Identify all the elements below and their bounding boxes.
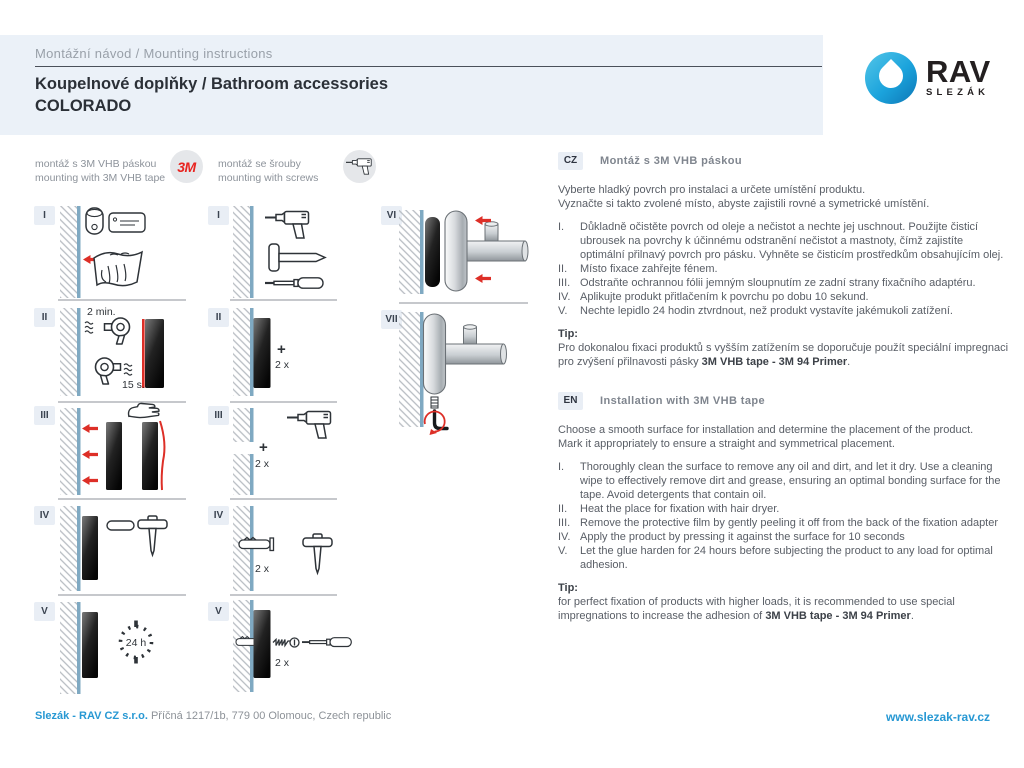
tip-label: Tip:	[558, 328, 578, 340]
item-numeral: V.	[558, 545, 568, 557]
water-drop-icon	[865, 52, 917, 104]
step-numeral-badge: V	[34, 602, 55, 621]
instruction-item	[558, 544, 1010, 572]
drill-icon	[265, 212, 309, 239]
red-arrow-icon	[82, 476, 98, 485]
item-text: Let the glue harden for 24 hours before subjecting the product to any load for optimal adhesion.	[580, 545, 993, 571]
method-screws-label-en: mounting with screws	[218, 171, 319, 184]
en-intro	[558, 423, 1010, 451]
tip-label: Tip:	[558, 582, 578, 594]
brand-logo	[865, 52, 991, 104]
step-numeral-badge: V	[208, 602, 229, 621]
plus-label: +	[277, 341, 286, 358]
product-hook	[424, 314, 507, 394]
fixation-adapter	[425, 217, 440, 287]
drill-icon	[287, 412, 331, 439]
item-text: Odstraňte ochrannou fólii jemným sloupnutím ze zadní strany fixačního adaptéru.	[580, 277, 976, 289]
screw-icon	[273, 638, 299, 647]
press-time-label: 15 s.	[122, 379, 145, 391]
heat-waves-icon	[85, 322, 93, 333]
item-text: Apply the product by pressing it against the surface for 10 seconds	[580, 531, 905, 543]
item-numeral: III.	[558, 517, 571, 529]
item-numeral: I.	[558, 221, 565, 233]
en-step-list	[558, 460, 1010, 572]
cz-intro	[558, 183, 1010, 211]
step-numeral-badge: VII	[381, 310, 402, 329]
doc-title-line2: COLORADO	[35, 97, 132, 115]
wall-hatch	[60, 206, 81, 298]
instruction-item	[558, 276, 1010, 290]
footer-address-line	[35, 710, 391, 722]
cz-tip	[558, 327, 1010, 369]
item-text: Remove the protective film by gently peeling it off from the back of the fixation adapter	[580, 517, 999, 529]
cz-badge: CZ	[558, 152, 583, 170]
en-badge: EN	[558, 392, 583, 410]
screws-steps-illustration	[203, 200, 358, 700]
doc-subtitle: Montážní návod / Mounting instructions	[35, 46, 273, 61]
item-numeral: IV.	[558, 291, 571, 303]
en-tip	[558, 581, 1010, 623]
hammer-icon	[303, 534, 332, 573]
item-numeral: II.	[558, 263, 568, 275]
3m-badge	[170, 150, 203, 183]
en-intro-line1: Choose a smooth surface for installation and determine the placement of the product.	[558, 424, 974, 436]
step-numeral-badge: IV	[208, 506, 229, 525]
brand-subname: SLEZÁK	[926, 87, 990, 98]
product-profile-icon	[138, 516, 167, 555]
doc-title-line1: Koupelnové doplňky / Bathroom accessories	[35, 75, 389, 93]
wall-hatch	[233, 308, 254, 396]
step-numeral-badge: III	[34, 406, 55, 425]
en-intro-line2: Mark it appropriately to ensure a straight and symmetrical placement.	[558, 438, 895, 450]
step-numeral-badge: II	[34, 308, 55, 327]
instruction-item	[558, 502, 1010, 516]
wall-hatch	[60, 602, 81, 694]
instructions-en	[558, 392, 1010, 623]
heat-time-label: 2 min.	[87, 306, 116, 318]
cz-heading: Montáž s 3M VHB páskou	[600, 155, 743, 167]
step-numeral-badge: I	[34, 206, 55, 225]
method-screws-label	[218, 158, 318, 185]
wall-hatch	[233, 600, 254, 692]
adhesive-strip	[142, 422, 158, 490]
cz-header	[558, 152, 1010, 170]
wall-plug-icon	[239, 538, 274, 551]
method-tape-label	[35, 158, 165, 185]
item-text: Aplikujte produkt přitlačením k povrchu po dobu 10 sekund.	[580, 291, 869, 303]
instruction-item	[558, 304, 1010, 318]
subtitle-rule	[35, 66, 822, 67]
step-numeral-badge: III	[208, 406, 229, 425]
adhesive-strip	[145, 319, 164, 388]
item-text: Heat the place for fixation with hair dryer.	[580, 503, 780, 515]
item-numeral: V.	[558, 305, 568, 317]
instruction-item	[558, 516, 1010, 530]
red-arrow-icon	[82, 450, 98, 459]
fixation-adapter	[254, 610, 271, 678]
protective-film	[142, 319, 145, 388]
method-screws-label-cs: montáž se šrouby	[218, 158, 301, 170]
tip-text-brand: 3M VHB tape - 3M 94 Primer	[701, 356, 848, 368]
method-tape-label-en: mounting with 3M VHB tape	[35, 171, 166, 184]
item-text: Místo fixace zahřejte fénem.	[580, 263, 718, 275]
instruction-item	[558, 262, 1010, 276]
hairdryer-icon	[96, 358, 121, 384]
cz-step-list	[558, 220, 1010, 318]
plus-label: +	[259, 439, 268, 456]
tip-text	[558, 595, 1010, 623]
instructions-cz	[558, 152, 1010, 369]
qty-label: 2 x	[255, 563, 270, 575]
instruction-item	[558, 460, 1010, 502]
screwdriver-icon	[302, 638, 351, 647]
adhesive-strip	[82, 612, 98, 678]
instruction-item	[558, 220, 1010, 262]
brand-name: RAV	[926, 54, 991, 89]
item-text: Nechte lepidlo 24 hodin ztvrdnout, než produkt vystavíte jakémukoli zatížení.	[580, 305, 953, 317]
instruction-item	[558, 530, 1010, 544]
step-numeral-badge: II	[208, 308, 229, 327]
wall-hatch	[399, 210, 424, 294]
tip-text	[558, 341, 1010, 369]
peel-hand-icon	[129, 403, 159, 417]
drill-icon	[343, 150, 376, 183]
doc-title	[35, 73, 388, 117]
wipe-cloth-icon	[94, 252, 142, 286]
fixation-adapter	[254, 318, 271, 388]
wall-hatch	[60, 308, 81, 396]
item-text: Důkladně očistěte povrch od oleje a nečistot a nechte jej uschnout. Použijte čisticí ubrousek na povrchy k účinnému odstranění nečistot a mastnoty, čímž zajistíte optimální přilnavý povrch pro pásku. Vyhněte se čisticím prostředkům obsahujícím olej.	[580, 221, 1004, 261]
en-header	[558, 392, 1010, 410]
cleaning-wipes-icon	[86, 208, 145, 234]
qty-label: 2 x	[275, 359, 290, 371]
step-numeral-badge: I	[208, 206, 229, 225]
item-numeral: II.	[558, 503, 568, 515]
assembly-steps-illustration	[378, 200, 548, 700]
step-numeral-badge: IV	[34, 506, 55, 525]
hairdryer-icon	[105, 318, 130, 344]
hammer-icon	[269, 244, 325, 271]
tape-steps-illustration	[30, 200, 190, 700]
heat-waves-icon	[124, 364, 132, 375]
item-numeral: I.	[558, 461, 565, 473]
tip-text-brand: 3M VHB tape - 3M 94 Primer	[765, 610, 911, 622]
wall-hatch	[399, 312, 424, 427]
adhesive-strip	[106, 422, 122, 490]
drill-badge	[343, 150, 376, 183]
footer-company: Slezák - RAV CZ s.r.o.	[35, 710, 148, 722]
tip-text-body: for perfect fixation of products with higher loads, it is recommended to use special impregnations to increase the adhesion of	[558, 596, 955, 622]
tip-text-period: .	[910, 610, 914, 622]
cz-intro-line2: Vyznačte si takto zvolené místo, abyste zajistili rovné a symetrické umístění.	[558, 198, 930, 210]
method-tape-label-cs: montáž s 3M VHB páskou	[35, 158, 157, 170]
red-arrow-icon	[475, 274, 491, 283]
item-numeral: IV.	[558, 531, 571, 543]
grub-screw	[431, 397, 438, 408]
footer-address: Příčná 1217/1b, 779 00 Olomouc, Czech republic	[147, 710, 392, 722]
en-heading: Installation with 3M VHB tape	[600, 395, 766, 407]
screwdriver-icon	[265, 278, 323, 288]
qty-label: 2 x	[255, 458, 270, 470]
protective-film	[160, 421, 164, 490]
qty-label: 2 x	[275, 657, 290, 669]
item-text: Thoroughly clean the surface to remove any oil and dirt, and let it dry. Use a cleaning wipe to effectively remove dirt and grease, ensuring an optimal bonding surface for the tape. Avoid detergents that contain oil.	[580, 461, 1001, 501]
step-numeral-badge: VI	[381, 206, 402, 225]
instruction-item	[558, 290, 1010, 304]
wall-hatch	[233, 408, 254, 495]
item-numeral: III.	[558, 277, 571, 289]
cz-intro-line1: Vyberte hladký povrch pro instalaci a určete umístění produktu.	[558, 184, 866, 196]
red-arrow-icon	[82, 424, 98, 433]
tip-text-period: .	[847, 356, 851, 368]
wall-hatch	[233, 206, 254, 298]
footer-website: www.slezak-rav.cz	[885, 710, 990, 724]
adhesive-strip	[82, 516, 98, 580]
3m-logo-text: 3M	[177, 158, 196, 175]
wall-hatch	[60, 408, 81, 495]
adapter-profile-icon	[107, 521, 134, 530]
tip-text-body: Pro dokonalou fixaci produktů s vyšším zatížením se doporučuje použít speciální impregnaci pro zvýšení přilnavosti pásky	[558, 342, 1009, 368]
wall-hatch	[60, 506, 81, 591]
cure-time-label: 24 h	[125, 637, 147, 649]
